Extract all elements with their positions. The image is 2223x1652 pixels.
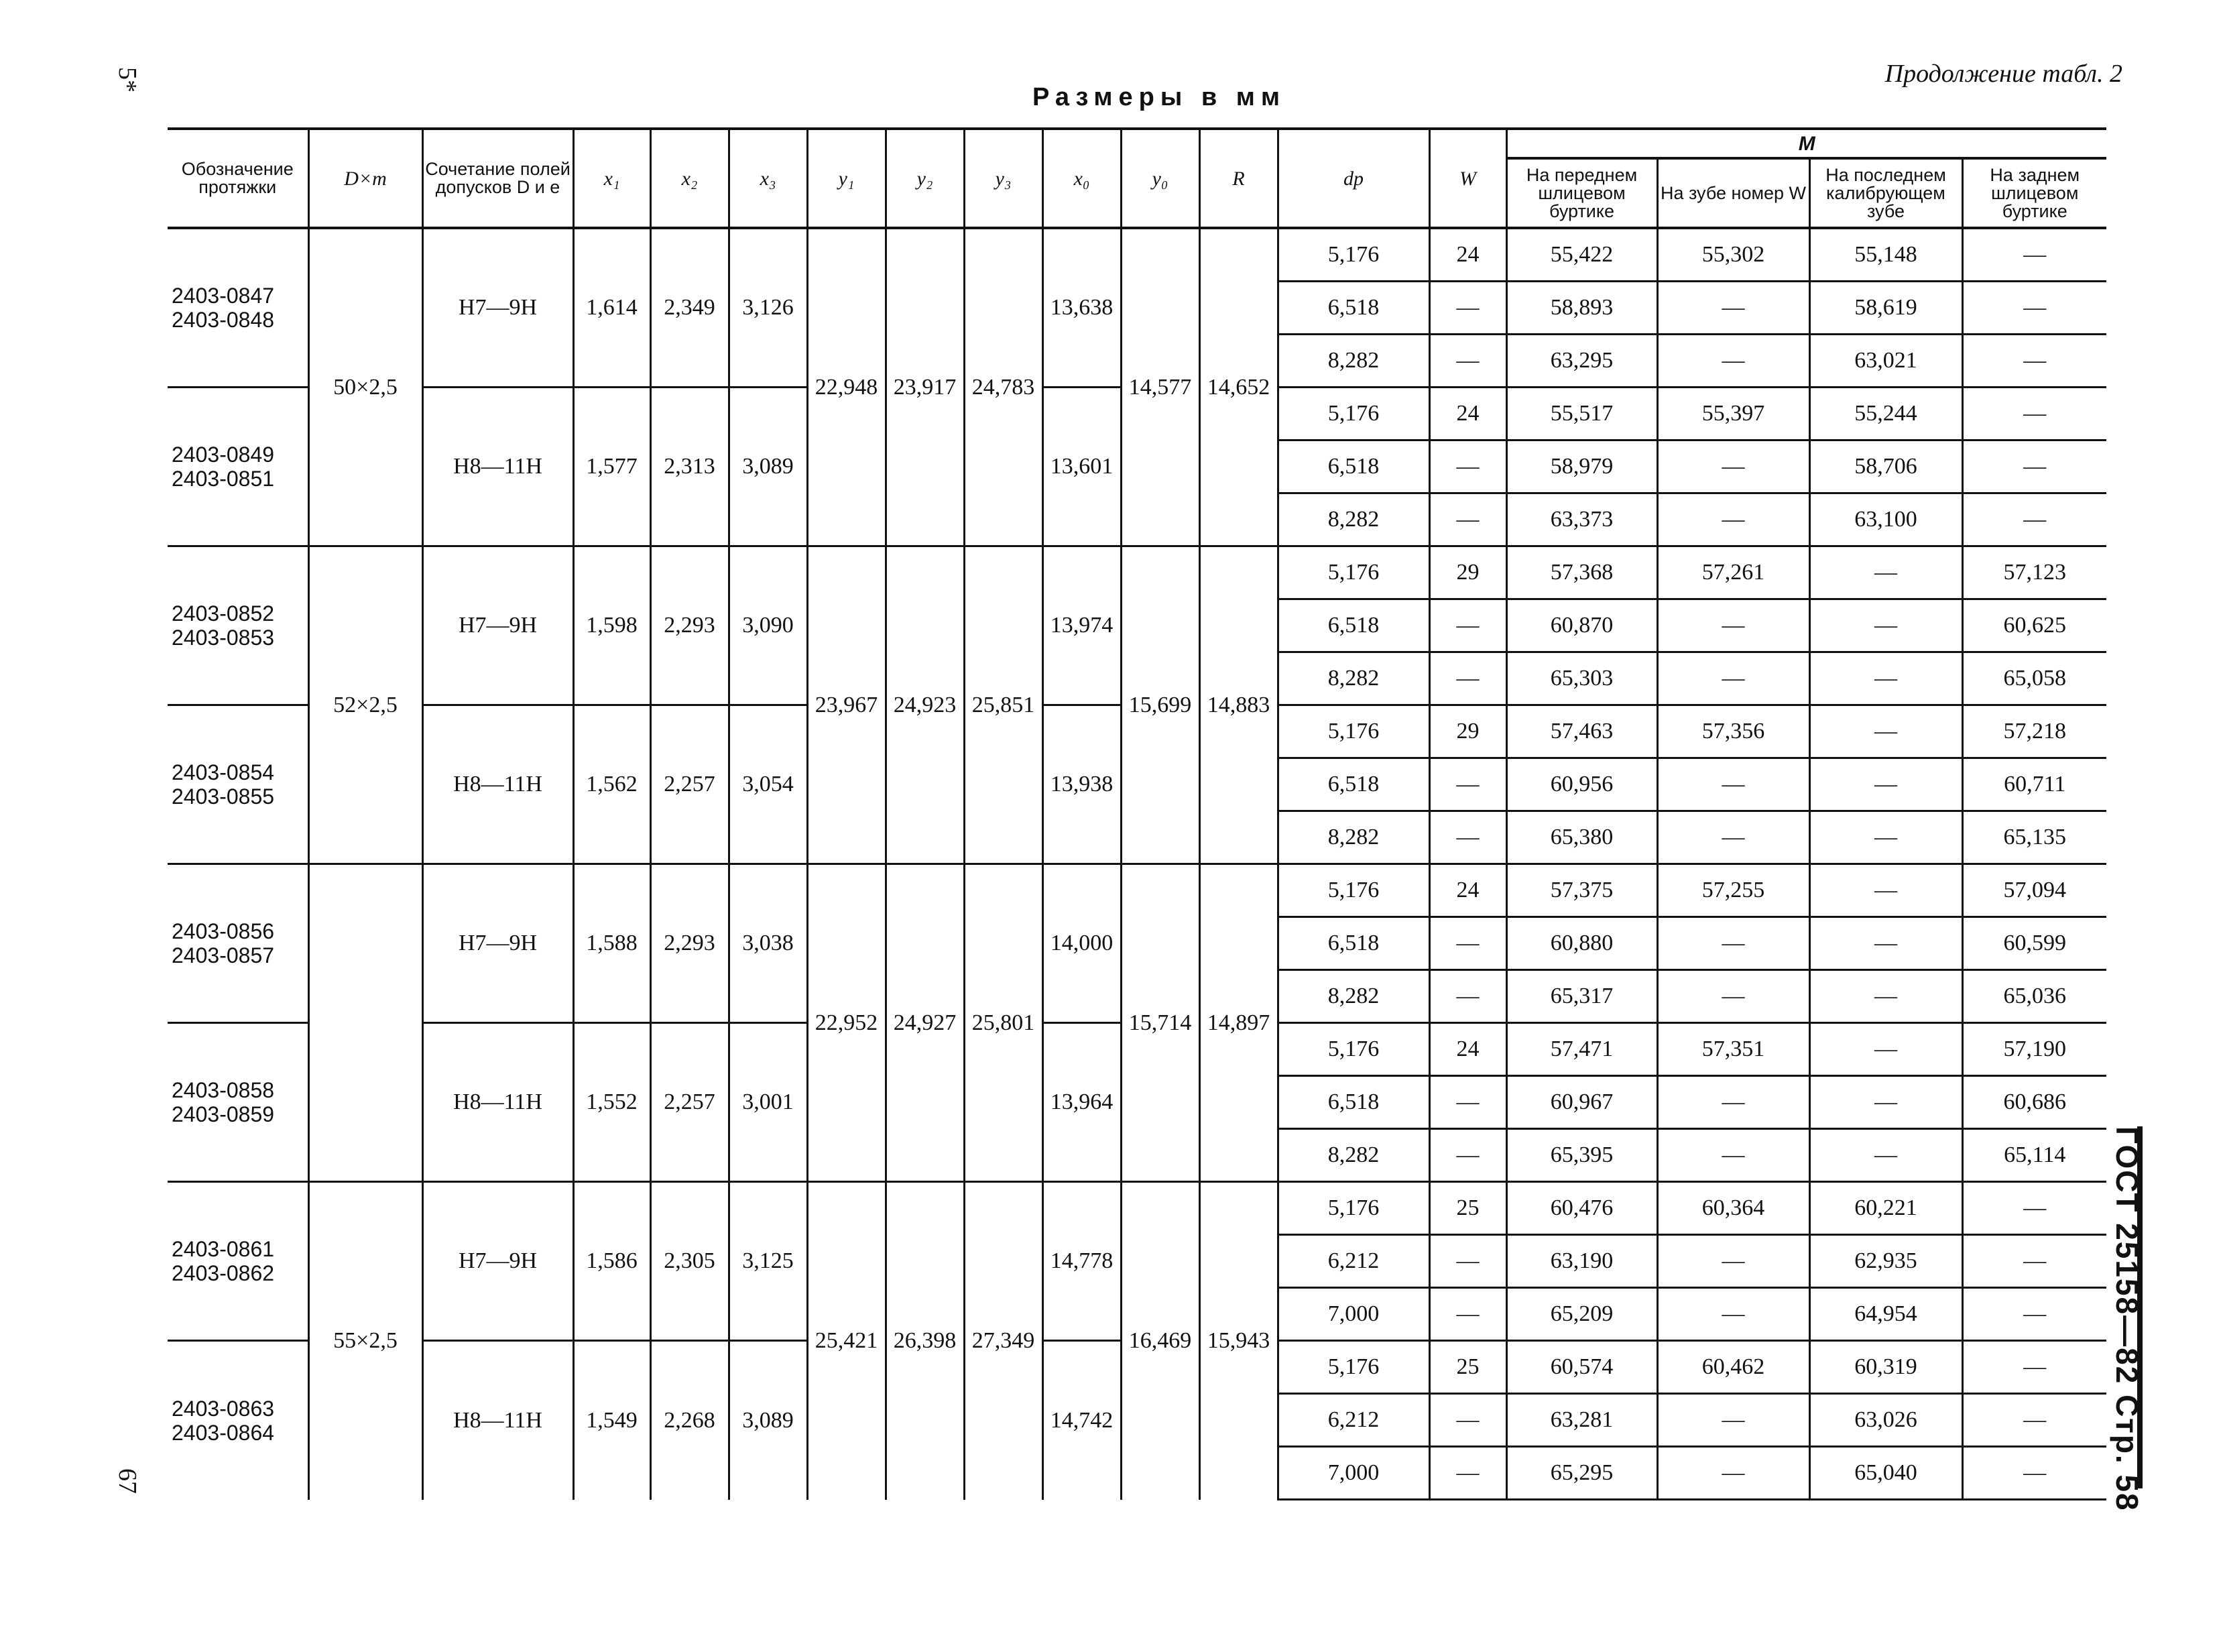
m-last-cell: 55,244 [1809, 388, 1962, 440]
m-rear-cell: — [1962, 1182, 2106, 1235]
w-cell: — [1429, 970, 1506, 1023]
m-rear-cell: 65,114 [1962, 1129, 2106, 1182]
col-header-dp: dp [1278, 129, 1429, 228]
m-front-cell: 60,880 [1506, 917, 1657, 970]
m-front-cell: 63,373 [1506, 493, 1657, 546]
m-last-cell: — [1809, 917, 1962, 970]
m-front-cell: 65,395 [1506, 1129, 1657, 1182]
m-tooth-cell: — [1657, 1076, 1809, 1129]
w-cell: — [1429, 917, 1506, 970]
w-cell: 29 [1429, 546, 1506, 599]
x1-cell: 1,562 [573, 705, 650, 864]
m-tooth-cell: — [1657, 917, 1809, 970]
m-front-cell: 60,574 [1506, 1341, 1657, 1394]
m-last-cell: — [1809, 652, 1962, 705]
x1-cell: 1,588 [573, 864, 650, 1023]
w-cell: 24 [1429, 1023, 1506, 1076]
col-header-x3: x₃ [729, 129, 807, 228]
w-cell: — [1429, 440, 1506, 493]
designation-code: 2403-0847 [172, 284, 275, 308]
m-tooth-cell: — [1657, 335, 1809, 388]
designation-code: 2403-0856 [172, 919, 275, 943]
m-rear-cell: — [1962, 440, 2106, 493]
r-cell: 14,652 [1199, 228, 1278, 546]
w-cell: — [1429, 1394, 1506, 1447]
m-front-cell: 63,190 [1506, 1235, 1657, 1288]
dp-cell: 6,212 [1278, 1235, 1429, 1288]
x3-cell: 3,054 [729, 705, 807, 864]
fits-cell: H7—9H [422, 864, 573, 1023]
m-front-cell: 65,209 [1506, 1288, 1657, 1341]
m-last-cell: 64,954 [1809, 1288, 1962, 1341]
m-last-cell: 63,021 [1809, 335, 1962, 388]
m-last-cell: 60,221 [1809, 1182, 1962, 1235]
m-tooth-cell: — [1657, 1288, 1809, 1341]
m-rear-cell: 57,218 [1962, 705, 2106, 758]
m-tooth-cell: 60,462 [1657, 1341, 1809, 1394]
x2-cell: 2,268 [650, 1341, 729, 1500]
dp-cell: 6,518 [1278, 282, 1429, 335]
m-tooth-cell: — [1657, 652, 1809, 705]
x3-cell: 3,089 [729, 388, 807, 546]
designation-cell [168, 1182, 308, 1341]
units-caption: Размеры в мм [1032, 83, 1286, 111]
designation-code: 2403-0864 [172, 1420, 275, 1445]
dp-cell: 8,282 [1278, 1129, 1429, 1182]
dp-cell: 8,282 [1278, 970, 1429, 1023]
m-front-cell: 60,476 [1506, 1182, 1657, 1235]
m-tooth-cell: — [1657, 599, 1809, 652]
m-rear-cell: — [1962, 1288, 2106, 1341]
m-tooth-cell: 57,351 [1657, 1023, 1809, 1076]
m-tooth-cell: 57,255 [1657, 864, 1809, 917]
x0-cell: 13,938 [1042, 705, 1121, 864]
designation-code: 2403-0849 [172, 442, 275, 467]
w-cell: 29 [1429, 705, 1506, 758]
designation-cell [168, 228, 308, 388]
m-tooth-cell: — [1657, 282, 1809, 335]
fits-cell: H7—9H [422, 228, 573, 388]
fits-cell: H8—11H [422, 388, 573, 546]
w-cell: 25 [1429, 1341, 1506, 1394]
x1-cell: 1,586 [573, 1182, 650, 1341]
m-tooth-cell: — [1657, 811, 1809, 864]
y0-cell: 14,577 [1121, 228, 1199, 546]
m-rear-cell: — [1962, 282, 2106, 335]
r-cell: 14,897 [1199, 864, 1278, 1182]
w-cell: — [1429, 1447, 1506, 1500]
m-rear-cell: 60,686 [1962, 1076, 2106, 1129]
y1-cell: 22,952 [807, 864, 886, 1182]
x3-cell: 3,125 [729, 1182, 807, 1341]
m-last-cell: 63,100 [1809, 493, 1962, 546]
w-cell: — [1429, 652, 1506, 705]
w-cell: — [1429, 1129, 1506, 1182]
table-row [168, 546, 2106, 599]
dp-cell: 8,282 [1278, 811, 1429, 864]
m-front-cell: 58,893 [1506, 282, 1657, 335]
designation-code: 2403-0854 [172, 760, 275, 784]
y3-cell: 24,783 [964, 228, 1042, 546]
col-header-m: M [1506, 129, 2106, 158]
m-front-cell: 63,281 [1506, 1394, 1657, 1447]
m-front-cell: 65,303 [1506, 652, 1657, 705]
m-tooth-cell: — [1657, 970, 1809, 1023]
designation-code: 2403-0855 [172, 784, 275, 809]
w-cell: 25 [1429, 1182, 1506, 1235]
m-tooth-cell: 55,397 [1657, 388, 1809, 440]
x3-cell: 3,126 [729, 228, 807, 388]
x1-cell: 1,552 [573, 1023, 650, 1182]
x3-cell: 3,001 [729, 1023, 807, 1182]
w-cell: — [1429, 282, 1506, 335]
fits-cell: H7—9H [422, 1182, 573, 1341]
designation-cell [168, 1023, 308, 1182]
dimensions-table [168, 127, 2106, 1500]
w-cell: 24 [1429, 228, 1506, 282]
col-header-r: R [1199, 129, 1278, 228]
m-rear-cell: 65,036 [1962, 970, 2106, 1023]
dp-cell: 5,176 [1278, 705, 1429, 758]
designation-code: 2403-0858 [172, 1078, 275, 1102]
designation-code: 2403-0859 [172, 1102, 275, 1126]
designation-code: 2403-0851 [172, 467, 275, 491]
y0-cell: 15,699 [1121, 546, 1199, 864]
dp-cell: 5,176 [1278, 1341, 1429, 1394]
m-rear-cell: — [1962, 1235, 2106, 1288]
designation-cell [168, 1341, 308, 1500]
m-last-cell: — [1809, 864, 1962, 917]
m-rear-cell: — [1962, 335, 2106, 388]
x0-cell: 14,778 [1042, 1182, 1121, 1341]
m-rear-cell: 57,190 [1962, 1023, 2106, 1076]
dp-cell: 5,176 [1278, 388, 1429, 440]
fits-cell: H7—9H [422, 546, 573, 705]
dp-cell: 6,518 [1278, 917, 1429, 970]
col-header-m-tooth: На зубе номер W [1657, 158, 1809, 228]
designation-cell [168, 705, 308, 864]
y2-cell: 24,923 [886, 546, 964, 864]
m-rear-cell: 57,123 [1962, 546, 2106, 599]
y2-cell: 23,917 [886, 228, 964, 546]
r-cell: 15,943 [1199, 1182, 1278, 1500]
m-front-cell: 57,463 [1506, 705, 1657, 758]
y0-cell: 16,469 [1121, 1182, 1199, 1500]
x2-cell: 2,313 [650, 388, 729, 546]
designation-code: 2403-0862 [172, 1261, 275, 1285]
m-rear-cell: 60,625 [1962, 599, 2106, 652]
w-cell: — [1429, 335, 1506, 388]
m-rear-cell: — [1962, 1447, 2106, 1500]
margin-page-number: 67 [113, 1468, 141, 1494]
w-cell: 24 [1429, 864, 1506, 917]
m-rear-cell: — [1962, 1341, 2106, 1394]
m-rear-cell: — [1962, 1394, 2106, 1447]
x0-cell: 14,742 [1042, 1341, 1121, 1500]
m-front-cell: 63,295 [1506, 335, 1657, 388]
dp-cell: 6,212 [1278, 1394, 1429, 1447]
m-front-cell: 55,422 [1506, 228, 1657, 282]
m-last-cell: 58,706 [1809, 440, 1962, 493]
m-front-cell: 60,956 [1506, 758, 1657, 811]
m-last-cell: 60,319 [1809, 1341, 1962, 1394]
m-last-cell: — [1809, 599, 1962, 652]
dp-cell: 5,176 [1278, 228, 1429, 282]
col-header-y0: y₀ [1121, 129, 1199, 228]
m-tooth-cell: — [1657, 493, 1809, 546]
dp-cell: 6,518 [1278, 758, 1429, 811]
dxm-cell: 50×2,5 [308, 228, 422, 546]
dp-cell: 8,282 [1278, 335, 1429, 388]
m-rear-cell: — [1962, 493, 2106, 546]
w-cell: — [1429, 811, 1506, 864]
y1-cell: 23,967 [807, 546, 886, 864]
m-last-cell: — [1809, 705, 1962, 758]
dp-cell: 7,000 [1278, 1288, 1429, 1341]
x0-cell: 13,974 [1042, 546, 1121, 705]
x0-cell: 13,964 [1042, 1023, 1121, 1182]
margin-page-marker: 5* [113, 67, 141, 93]
col-header-m-last: На последнем калибрующем зубе [1809, 158, 1962, 228]
x3-cell: 3,089 [729, 1341, 807, 1500]
table-row [168, 228, 2106, 282]
m-last-cell: 65,040 [1809, 1447, 1962, 1500]
x2-cell: 2,257 [650, 705, 729, 864]
dp-cell: 5,176 [1278, 1182, 1429, 1235]
m-last-cell: 62,935 [1809, 1235, 1962, 1288]
x2-cell: 2,349 [650, 228, 729, 388]
dp-cell: 6,518 [1278, 599, 1429, 652]
w-cell: — [1429, 599, 1506, 652]
m-rear-cell: — [1962, 388, 2106, 440]
fits-cell: H8—11H [422, 1023, 573, 1182]
m-rear-cell: 60,711 [1962, 758, 2106, 811]
col-header-x1: x₁ [573, 129, 650, 228]
dp-cell: 6,518 [1278, 1076, 1429, 1129]
table-row [168, 1182, 2106, 1235]
y1-cell: 25,421 [807, 1182, 886, 1500]
x2-cell: 2,293 [650, 864, 729, 1023]
col-header-x2: x₂ [650, 129, 729, 228]
continuation-label: Продолжение табл. 2 [1884, 60, 2122, 88]
col-header-x0: x₀ [1042, 129, 1121, 228]
w-cell: 24 [1429, 388, 1506, 440]
x1-cell: 1,598 [573, 546, 650, 705]
x0-cell: 13,601 [1042, 388, 1121, 546]
x2-cell: 2,305 [650, 1182, 729, 1341]
m-tooth-cell: 60,364 [1657, 1182, 1809, 1235]
m-rear-cell: 65,135 [1962, 811, 2106, 864]
designation-code: 2403-0861 [172, 1237, 275, 1261]
col-header-designation: Обозначение протяжки [168, 129, 308, 228]
m-front-cell: 65,380 [1506, 811, 1657, 864]
m-front-cell: 60,870 [1506, 599, 1657, 652]
dp-cell: 5,176 [1278, 546, 1429, 599]
dp-cell: 6,518 [1278, 440, 1429, 493]
y1-cell: 22,948 [807, 228, 886, 546]
m-last-cell: — [1809, 546, 1962, 599]
designation-code: 2403-0863 [172, 1396, 275, 1421]
m-front-cell: 60,967 [1506, 1076, 1657, 1129]
m-front-cell: 57,471 [1506, 1023, 1657, 1076]
m-last-cell: — [1809, 970, 1962, 1023]
y3-cell: 25,851 [964, 546, 1042, 864]
m-front-cell: 57,368 [1506, 546, 1657, 599]
dp-cell: 8,282 [1278, 493, 1429, 546]
designation-code: 2403-0857 [172, 943, 275, 967]
dp-cell: 7,000 [1278, 1447, 1429, 1500]
m-rear-cell: 60,599 [1962, 917, 2106, 970]
m-last-cell: — [1809, 1023, 1962, 1076]
side-stamp: ГОСТ 25158—82 Стр. 58 [2110, 1126, 2145, 1512]
m-tooth-cell: 57,356 [1657, 705, 1809, 758]
m-tooth-cell: — [1657, 1394, 1809, 1447]
x1-cell: 1,577 [573, 388, 650, 546]
col-header-y3: y₃ [964, 129, 1042, 228]
dxm-cell [308, 864, 422, 1182]
m-last-cell: — [1809, 758, 1962, 811]
y0-cell: 15,714 [1121, 864, 1199, 1182]
designation-cell [168, 546, 308, 705]
m-tooth-cell: — [1657, 1447, 1809, 1500]
w-cell: — [1429, 1288, 1506, 1341]
m-last-cell: 58,619 [1809, 282, 1962, 335]
x1-cell: 1,549 [573, 1341, 650, 1500]
m-front-cell: 65,317 [1506, 970, 1657, 1023]
m-tooth-cell: — [1657, 1129, 1809, 1182]
m-front-cell: 65,295 [1506, 1447, 1657, 1500]
m-tooth-cell: 55,302 [1657, 228, 1809, 282]
m-last-cell: 63,026 [1809, 1394, 1962, 1447]
x1-cell: 1,614 [573, 228, 650, 388]
m-tooth-cell: — [1657, 1235, 1809, 1288]
m-last-cell: 55,148 [1809, 228, 1962, 282]
col-header-m-front: На переднем шлицевом буртике [1506, 158, 1657, 228]
m-front-cell: 57,375 [1506, 864, 1657, 917]
col-header-y1: y₁ [807, 129, 886, 228]
m-last-cell: — [1809, 1129, 1962, 1182]
table-body [168, 228, 2106, 1500]
designation-code: 2403-0848 [172, 308, 275, 332]
m-front-cell: 58,979 [1506, 440, 1657, 493]
w-cell: — [1429, 758, 1506, 811]
w-cell: — [1429, 493, 1506, 546]
m-tooth-cell: 57,261 [1657, 546, 1809, 599]
m-rear-cell: — [1962, 228, 2106, 282]
y2-cell: 24,927 [886, 864, 964, 1182]
x3-cell: 3,038 [729, 864, 807, 1023]
y2-cell: 26,398 [886, 1182, 964, 1500]
m-tooth-cell: — [1657, 440, 1809, 493]
x2-cell: 2,257 [650, 1023, 729, 1182]
dxm-cell: 52×2,5 [308, 546, 422, 864]
col-header-y2: y₂ [886, 129, 964, 228]
col-header-fits: Сочетание полей допусков D и e [422, 129, 573, 228]
m-tooth-cell: — [1657, 758, 1809, 811]
col-header-m-rear: На заднем шлицевом буртике [1962, 158, 2106, 228]
y3-cell: 25,801 [964, 864, 1042, 1182]
m-last-cell: — [1809, 811, 1962, 864]
w-cell: — [1429, 1076, 1506, 1129]
designation-cell [168, 864, 308, 1023]
m-front-cell: 55,517 [1506, 388, 1657, 440]
col-header-dxm: D×m [308, 129, 422, 228]
dxm-cell: 55×2,5 [308, 1182, 422, 1500]
x3-cell: 3,090 [729, 546, 807, 705]
col-header-w: W [1429, 129, 1506, 228]
m-last-cell: — [1809, 1076, 1962, 1129]
x0-cell: 13,638 [1042, 228, 1121, 388]
y3-cell: 27,349 [964, 1182, 1042, 1500]
designation-cell [168, 388, 308, 546]
designation-code: 2403-0852 [172, 601, 275, 626]
fits-cell: H8—11H [422, 1341, 573, 1500]
x0-cell: 14,000 [1042, 864, 1121, 1023]
w-cell: — [1429, 1235, 1506, 1288]
dp-cell: 5,176 [1278, 864, 1429, 917]
dp-cell: 8,282 [1278, 652, 1429, 705]
designation-code: 2403-0853 [172, 626, 275, 650]
x2-cell: 2,293 [650, 546, 729, 705]
m-rear-cell: 57,094 [1962, 864, 2106, 917]
dp-cell: 5,176 [1278, 1023, 1429, 1076]
fits-cell: H8—11H [422, 705, 573, 864]
table-row [168, 864, 2106, 917]
m-rear-cell: 65,058 [1962, 652, 2106, 705]
r-cell: 14,883 [1199, 546, 1278, 864]
